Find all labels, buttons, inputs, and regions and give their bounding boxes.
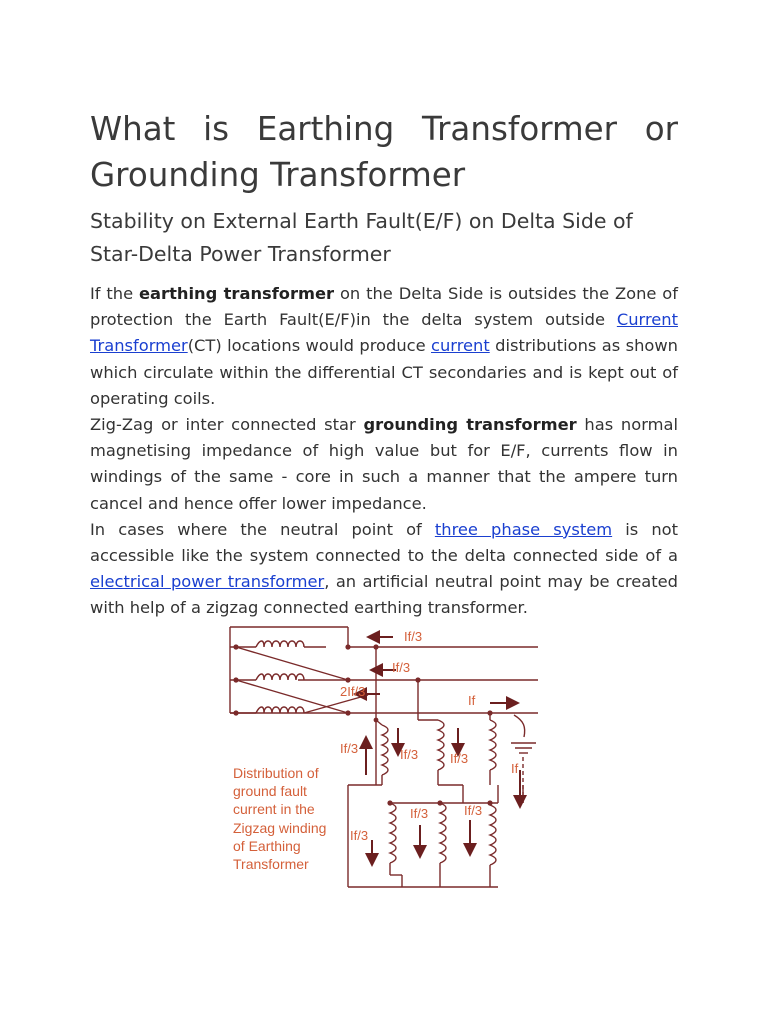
caption-line: Transformer	[233, 856, 309, 873]
paragraph-1-text: distributions as shown which circulate within the differential CT secondaries and is kept out of operating coils.	[90, 336, 678, 408]
label-if3-low3: If/3	[464, 803, 483, 818]
page-title-line1: What is Earthing Transformer or	[90, 110, 678, 148]
paragraph-3-text: is not accessible like the system connected to the delta connected side of a	[90, 519, 678, 566]
label-if3-up: If/3	[340, 741, 359, 756]
paragraph-3-text: , an artificial neutral point may be created with help of a zigzag connected earthing transformer.	[90, 572, 678, 618]
caption-line: current in the	[233, 801, 315, 818]
paragraph-3	[90, 517, 678, 622]
paragraph-2-bold: grounding transformer	[363, 415, 577, 435]
label-if3-mid1: If/3	[400, 747, 419, 762]
caption-line: Zigzag winding	[233, 819, 327, 836]
label-if3-second: If/3	[392, 660, 411, 675]
current-transformer-link[interactable]: Current Transformer	[90, 310, 678, 356]
electrical-power-transformer-link[interactable]: electrical power transformer	[90, 572, 325, 592]
caption-line: ground fault	[233, 783, 307, 800]
label-if3-top: If/3	[404, 629, 423, 644]
paragraph-2-text: has normal magnetising impedance of high value but for E/F, currents flow in windings of the same - core in such a manner that the ampere turn cancel and hence offer lower impedance.	[90, 415, 678, 513]
diagram-labels	[340, 629, 519, 843]
label-if3-low2: If/3	[410, 806, 429, 821]
label-if-ground: If	[511, 761, 519, 776]
paragraph-2	[90, 412, 678, 517]
three-phase-system-link[interactable]: three phase system	[434, 519, 613, 539]
paragraph-1-text: If the	[90, 284, 140, 303]
caption-line: of Earthing	[233, 837, 301, 854]
paragraph-2-text: Zig-Zag or inter connected star	[90, 415, 364, 435]
page-title	[90, 106, 678, 198]
article-body	[90, 281, 678, 622]
label-if3-mid2: If/3	[450, 751, 469, 766]
paragraph-1-bold: earthing transformer	[139, 284, 335, 303]
paragraph-1	[90, 281, 678, 412]
label-2if3: 2If/3	[340, 684, 366, 699]
figure-caption	[233, 764, 326, 873]
caption-line: Distribution of	[233, 765, 319, 781]
paragraph-3-text: In cases where the neutral point of	[90, 519, 435, 539]
current-link[interactable]: current	[431, 336, 490, 356]
paragraph-1-text: (CT) locations would produce	[187, 336, 432, 356]
section-subtitle: Stability on External Earth Fault(E/F) on Delta Side of Star-Delta Power Transformer	[90, 209, 633, 266]
label-if3-low1: If/3	[350, 828, 369, 843]
page-title-line2: Grounding Transformer	[90, 156, 466, 194]
label-if-right: If	[468, 693, 476, 708]
paragraph-1-text: on the Delta Side is outsides the Zone of protection the Earth Fault(E/F)in the delta system outside	[90, 284, 678, 330]
